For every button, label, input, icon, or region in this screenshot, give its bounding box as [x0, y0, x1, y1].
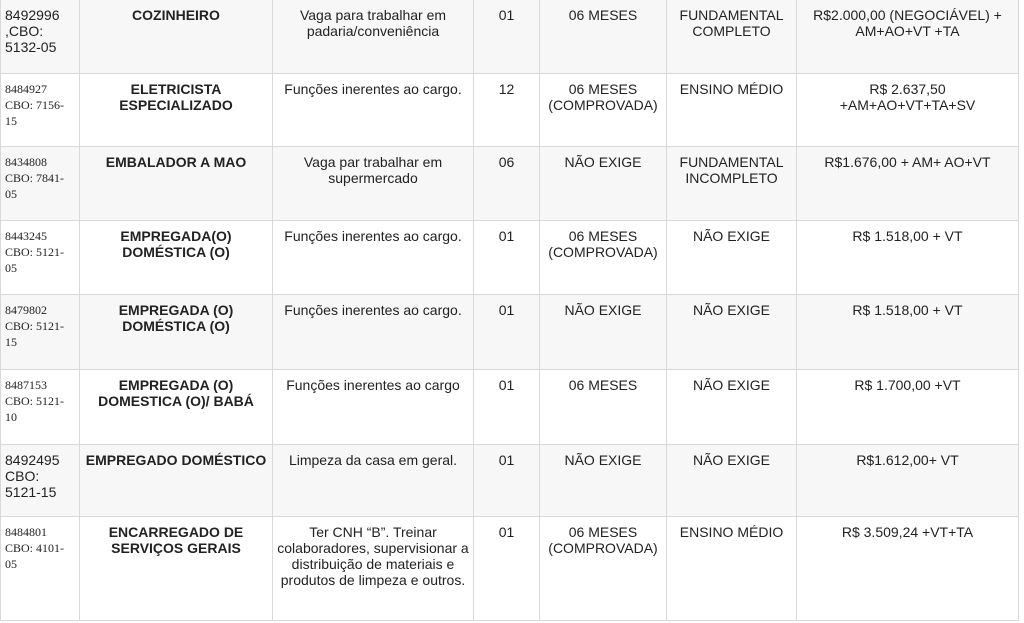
education-requirement: NÃO EXIGE — [667, 445, 797, 517]
job-code: 8484801 CBO: 4101-05 — [1, 517, 80, 621]
vacancy-count: 12 — [474, 74, 540, 147]
vacancy-count: 01 — [474, 370, 540, 445]
experience-requirement: 06 MESES — [540, 0, 667, 74]
job-description: Funções inerentes ao cargo — [273, 370, 474, 445]
salary-benefits: R$ 2.637,50 +AM+AO+VT+TA+SV — [797, 74, 1019, 147]
experience-requirement: NÃO EXIGE — [540, 295, 667, 370]
education-requirement: ENSINO MÉDIO — [667, 74, 797, 147]
table-row — [1, 445, 1019, 517]
job-title: ENCARREGADO DE SERVIÇOS GERAIS — [80, 517, 273, 621]
job-code: 8487153 CBO: 5121-10 — [1, 370, 80, 445]
job-title: EMBALADOR A MAO — [80, 147, 273, 221]
education-requirement: ENSINO MÉDIO — [667, 517, 797, 621]
job-title: EMPREGADA(O) DOMÉSTICA (O) — [80, 221, 273, 295]
job-code: 8443245 CBO: 5121-05 — [1, 221, 80, 295]
job-code: 8484927 CBO: 7156-15 — [1, 74, 80, 147]
vacancy-count: 01 — [474, 0, 540, 74]
job-code: 8492996 ,CBO: 5132-05 — [1, 0, 80, 74]
education-requirement: NÃO EXIGE — [667, 295, 797, 370]
table-row — [1, 221, 1019, 295]
experience-requirement: NÃO EXIGE — [540, 445, 667, 517]
table-row — [1, 74, 1019, 147]
experience-requirement: 06 MESES (COMPROVADA) — [540, 517, 667, 621]
salary-benefits: R$1.676,00 + AM+ AO+VT — [797, 147, 1019, 221]
table-row — [1, 517, 1019, 621]
table-row — [1, 147, 1019, 221]
vacancy-count: 01 — [474, 295, 540, 370]
vacancy-count: 01 — [474, 517, 540, 621]
job-title: ELETRICISTA ESPECIALIZADO — [80, 74, 273, 147]
job-description: Funções inerentes ao cargo. — [273, 74, 474, 147]
education-requirement: NÃO EXIGE — [667, 370, 797, 445]
job-description: Funções inerentes ao cargo. — [273, 221, 474, 295]
experience-requirement: 06 MESES — [540, 370, 667, 445]
job-code: 8479802 CBO: 5121-15 — [1, 295, 80, 370]
salary-benefits: R$ 3.509,24 +VT+TA — [797, 517, 1019, 621]
salary-benefits: R$ 1.518,00 + VT — [797, 295, 1019, 370]
salary-benefits: R$ 1.518,00 + VT — [797, 221, 1019, 295]
education-requirement: FUNDAMENTAL INCOMPLETO — [667, 147, 797, 221]
job-description: Limpeza da casa em geral. — [273, 445, 474, 517]
table-row — [1, 0, 1019, 74]
education-requirement: FUNDAMENTAL COMPLETO — [667, 0, 797, 74]
salary-benefits: R$2.000,00 (NEGOCIÁVEL) + AM+AO+VT +TA — [797, 0, 1019, 74]
job-description: Ter CNH “B”. Treinar colaboradores, supervisionar a distribuição de materiais e produtos de limpeza e outros. — [273, 517, 474, 621]
job-description: Funções inerentes ao cargo. — [273, 295, 474, 370]
experience-requirement: 06 MESES (COMPROVADA) — [540, 74, 667, 147]
job-title: COZINHEIRO — [80, 0, 273, 74]
job-code: 8492495 CBO: 5121-15 — [1, 445, 80, 517]
salary-benefits: R$ 1.700,00 +VT — [797, 370, 1019, 445]
education-requirement: NÃO EXIGE — [667, 221, 797, 295]
vacancy-count: 06 — [474, 147, 540, 221]
job-description: Vaga par trabalhar em supermercado — [273, 147, 474, 221]
job-title: EMPREGADA (O) DOMÉSTICA (O) — [80, 295, 273, 370]
vacancy-count: 01 — [474, 221, 540, 295]
job-title: EMPREGADO DOMÉSTICO — [80, 445, 273, 517]
table-row — [1, 295, 1019, 370]
salary-benefits: R$1.612,00+ VT — [797, 445, 1019, 517]
job-code: 8434808 CBO: 7841-05 — [1, 147, 80, 221]
table-row — [1, 370, 1019, 445]
vacancy-count: 01 — [474, 445, 540, 517]
experience-requirement: NÃO EXIGE — [540, 147, 667, 221]
job-description: Vaga para trabalhar em padaria/conveniência — [273, 0, 474, 74]
experience-requirement: 06 MESES (COMPROVADA) — [540, 221, 667, 295]
job-title: EMPREGADA (O) DOMESTICA (O)/ BABÁ — [80, 370, 273, 445]
